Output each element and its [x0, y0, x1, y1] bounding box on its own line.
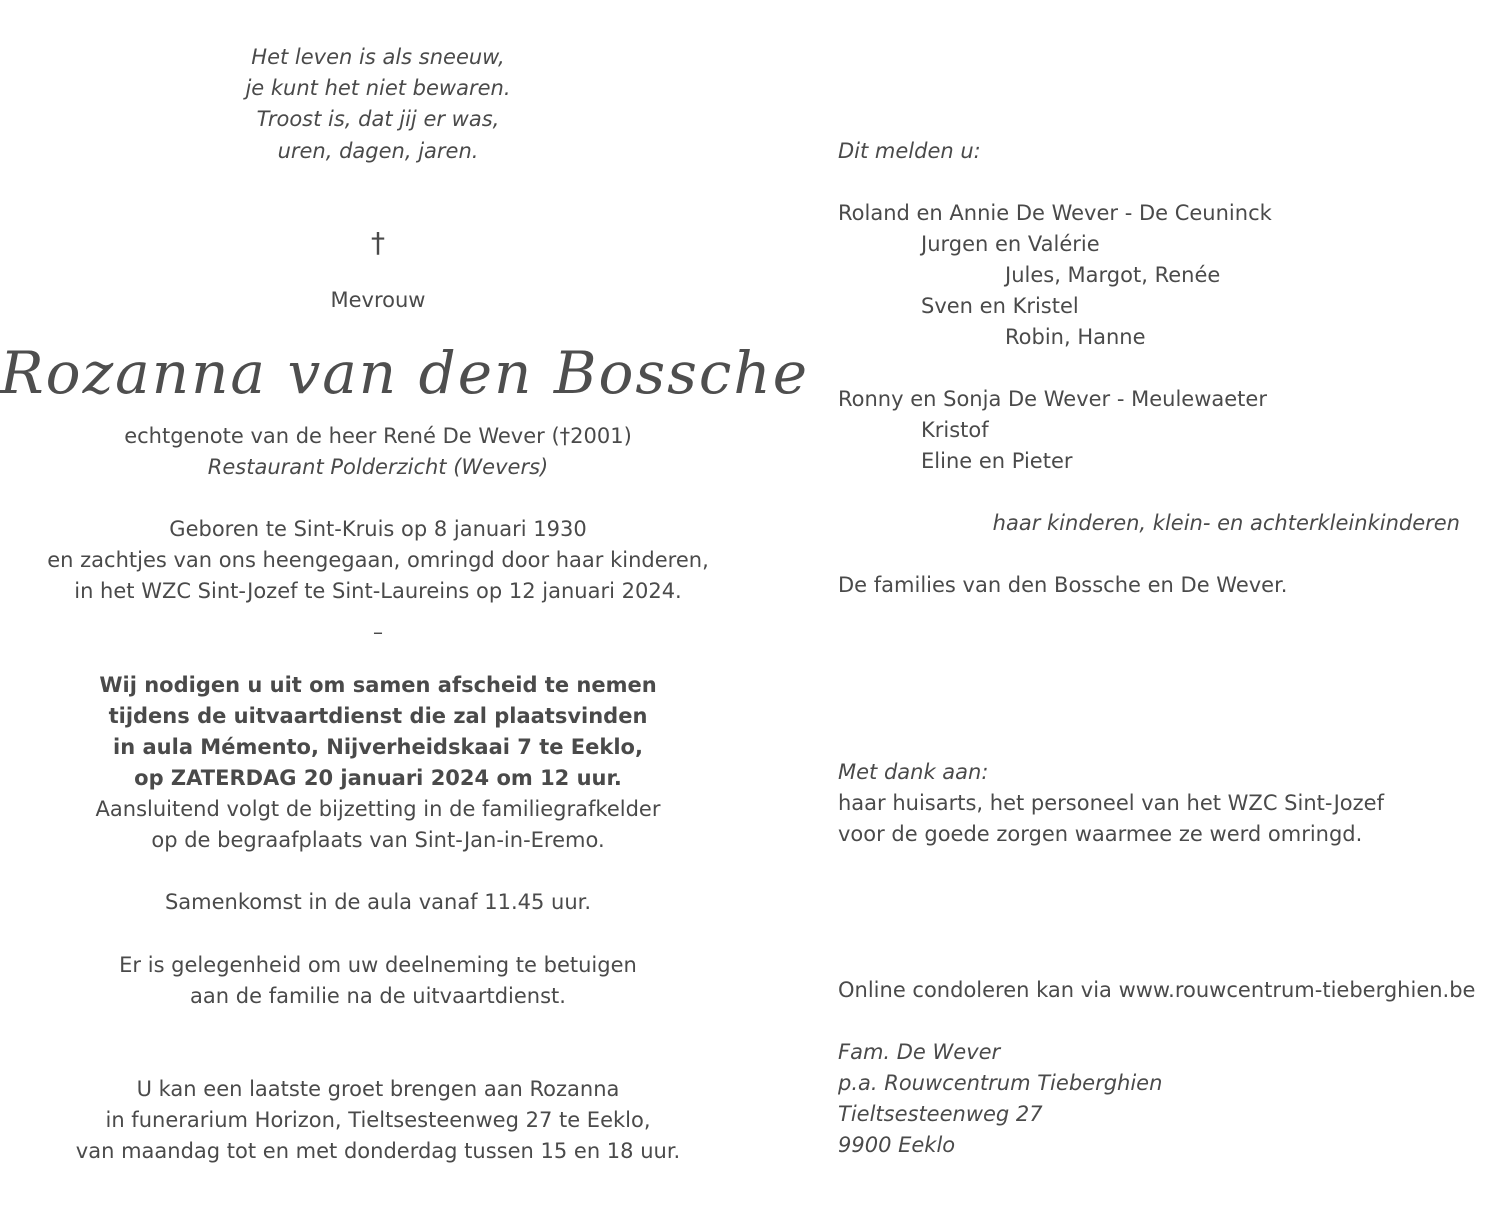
family1-grandchildren2: Robin, Hanne [1005, 325, 1146, 349]
passing-line: en zachtjes van ons heengegaan, omringd door haar kinderen, [47, 548, 709, 572]
deceased-name: Rozanna van den Bossche [0, 339, 810, 407]
visitation-line-1: U kan een laatste groet brengen aan Rozanna [136, 1077, 620, 1101]
families-line: De families van den Bossche en De Wever. [838, 573, 1288, 597]
family1-child2: Sven en Kristel [921, 294, 1079, 318]
relation-line: haar kinderen, klein- en achterkleinkinderen [992, 511, 1460, 535]
visitation-line-2: in funerarium Horizon, Tieltsesteenweg 27 te Eeklo, [105, 1108, 651, 1132]
address-line-4: 9900 Eeklo [838, 1133, 956, 1157]
burial-line-2: op de begraafplaats van Sint-Jan-in-Eremo. [151, 828, 605, 852]
address-line-2: p.a. Rouwcentrum Tieberghien [838, 1071, 1163, 1095]
spouse-line: echtgenote van de heer René De Wever (†2001) [124, 424, 632, 448]
poem-line-3: Troost is, dat jij er was, [256, 107, 500, 131]
address-line-3: Tieltsesteenweg 27 [838, 1102, 1043, 1126]
family1-child1: Jurgen en Valérie [921, 232, 1100, 256]
announce-header: Dit melden u: [838, 139, 981, 163]
poem-line-1: Het leven is als sneeuw, [251, 45, 505, 69]
thanks-line-1: haar huisarts, het personeel van het WZC Sint-Jozef [838, 791, 1384, 815]
condolence-line-2: aan de familie na de uitvaartdienst. [190, 984, 566, 1008]
salutation: Mevrouw [330, 288, 426, 312]
poem-line-4: uren, dagen, jaren. [277, 139, 479, 163]
thanks-line-2: voor de goede zorgen waarmee ze werd omringd. [838, 822, 1363, 846]
invitation-line-4: op ZATERDAG 20 januari 2024 om 12 uur. [134, 766, 622, 790]
burial-line-1: Aansluitend volgt de bijzetting in de familiegrafkelder [95, 797, 661, 821]
family2-child1: Kristof [921, 418, 989, 442]
cross-icon: † [371, 226, 385, 259]
gathering-line: Samenkomst in de aula vanaf 11.45 uur. [164, 890, 592, 914]
visitation-line-3: van maandag tot en met donderdag tussen 15 en 18 uur. [75, 1139, 681, 1163]
business-line: Restaurant Polderzicht (Wevers) [207, 455, 549, 479]
separator: – [373, 620, 383, 644]
condolence-line-1: Er is gelegenheid om uw deelneming te betuigen [119, 953, 637, 977]
invitation-line-2: tijdens de uitvaartdienst die zal plaatsvinden [108, 704, 648, 728]
birth-line: Geboren te Sint-Kruis op 8 januari 1930 [169, 517, 587, 541]
poem-line-2: je kunt het niet bewaren. [245, 76, 511, 100]
address-line-1: Fam. De Wever [838, 1040, 1001, 1064]
online-condolence-line: Online condoleren kan via www.rouwcentrum-tieberghien.be [838, 978, 1476, 1002]
invitation-line-3: in aula Mémento, Nijverheidskaai 7 te Eeklo, [113, 735, 643, 759]
invitation-line-1: Wij nodigen u uit om samen afscheid te nemen [99, 673, 657, 697]
passing-place-line: in het WZC Sint-Jozef te Sint-Laureins op 12 januari 2024. [74, 579, 682, 603]
family1-parents: Roland en Annie De Wever - De Ceuninck [838, 201, 1272, 225]
family2-parents: Ronny en Sonja De Wever - Meulewaeter [838, 387, 1267, 411]
thanks-header: Met dank aan: [838, 760, 989, 784]
right-column [838, 0, 1498, 1214]
family2-child2: Eline en Pieter [921, 449, 1073, 473]
family1-grandchildren1: Jules, Margot, Renée [1005, 263, 1221, 287]
